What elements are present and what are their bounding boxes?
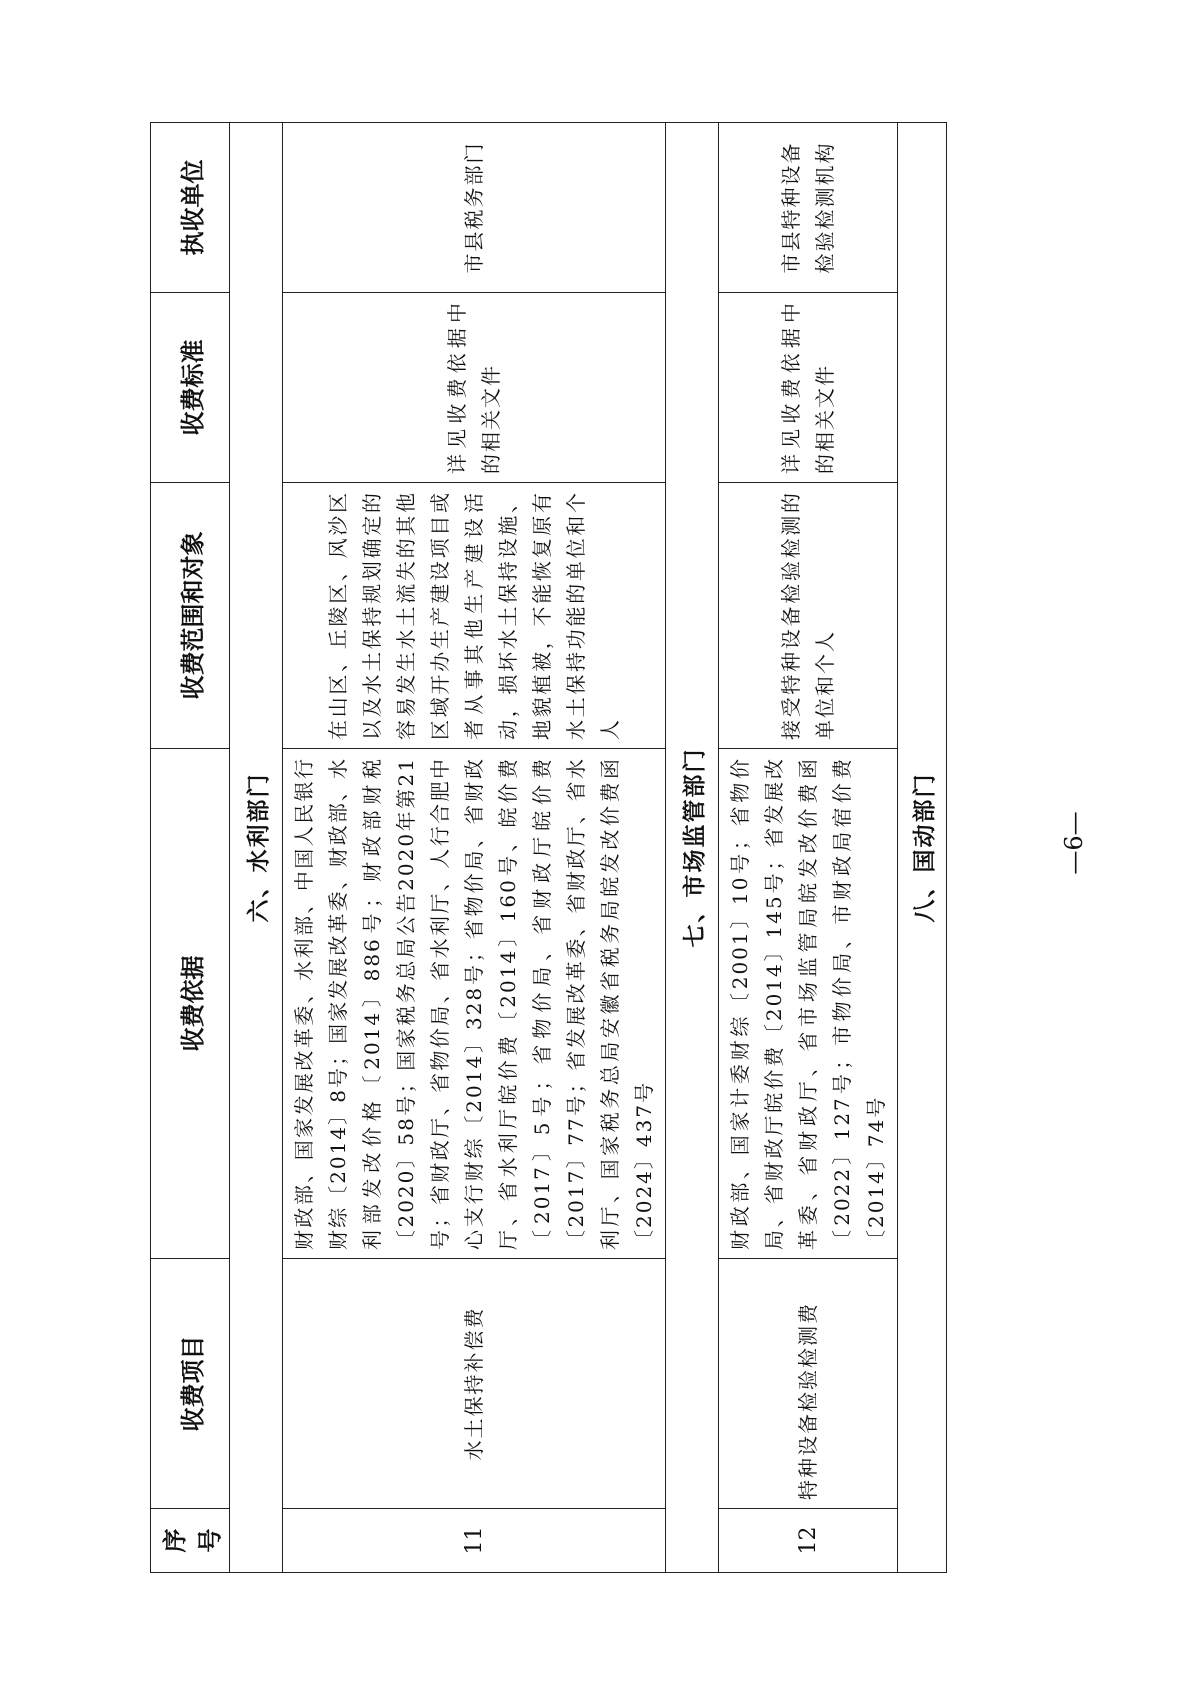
- section-row: [230, 123, 283, 1573]
- row-scope: 接受特种设备检验检测的单位和个人: [719, 483, 898, 749]
- header-unit: 执收单位: [151, 123, 230, 293]
- header-basis: 收费依据: [151, 749, 230, 1259]
- section-row: [898, 123, 947, 1573]
- section-title-civil-defense: 八、国动部门: [898, 123, 947, 1573]
- table-row: [719, 123, 898, 1573]
- header-item: 收费项目: [151, 1259, 230, 1509]
- row-basis: 财政部、国家发展改革委、水利部、中国人民银行财综〔2014〕8号；国家发展改革委、财政部、水利部发改价格〔2014〕886号；财政部财税〔2020〕58号；国家税务总局公告2020年第21号；省财政厅、省物价局、省水利厅、人行合肥中心支行财综〔2014〕328号；省物价局、省财政厅、省水利厅皖价费〔2014〕160号、皖价费〔2017〕5号；省物价局、省财政厅皖价费〔2017〕77号；省发展改革委、省财政厅、省水利厅、国家税务总局安徽省税务局皖发改价费函〔2024〕437号: [283, 749, 666, 1259]
- section-row: [666, 123, 719, 1573]
- header-seq: 序号: [151, 1509, 230, 1573]
- row-seq: 12: [719, 1509, 898, 1573]
- row-item: 特种设备检验检测费: [719, 1259, 898, 1509]
- row-standard: 详见收费依据中的相关文件: [719, 293, 898, 483]
- section-title-water: 六、水利部门: [230, 123, 283, 1573]
- fee-table: [150, 122, 947, 1573]
- row-basis: 财政部、国家计委财综〔2001〕10号；省物价局、省财政厅皖价费〔2014〕145号；省发展改革委、省财政厅、省市场监管局皖发改价费函〔2022〕127号；市物价局、市财政局宿价费〔2014〕74号: [719, 749, 898, 1259]
- row-scope: 在山区、丘陵区、风沙区以及水土保持规划确定的容易发生水土流失的其他区域开办生产建设项目或者从事其他生产建设活动，损坏水土保持设施、地貌植被，不能恢复原有水土保持功能的单位和个人: [283, 483, 666, 749]
- row-seq: 11: [283, 1509, 666, 1573]
- page-number: —6—: [1060, 811, 1088, 875]
- header-standard: 收费标准: [151, 293, 230, 483]
- header-row: [151, 123, 230, 1573]
- section-title-market: 七、市场监管部门: [666, 123, 719, 1573]
- row-item: 水土保持补偿费: [283, 1259, 666, 1509]
- row-unit: 市县税务部门: [283, 123, 666, 293]
- header-scope: 收费范围和对象: [151, 483, 230, 749]
- row-standard: 详见收费依据中的相关文件: [283, 293, 666, 483]
- table-row: [283, 123, 666, 1573]
- row-unit: 市县特种设备检验检测机构: [719, 123, 898, 293]
